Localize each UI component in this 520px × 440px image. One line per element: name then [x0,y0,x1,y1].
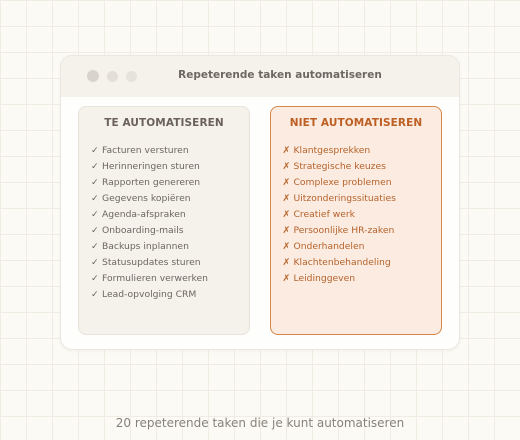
checkmark-icon: ✓ [91,209,99,220]
not-automate-panel-title: NIET AUTOMATISEREN [289,116,423,129]
list-item-label: Klachtenbehandeling [293,256,391,268]
list-item [91,143,208,159]
not-automate-list [283,143,396,287]
cross-icon: ✗ [282,208,291,220]
cross-icon: ✗ [282,144,291,156]
list-item [283,223,396,239]
checkmark-icon: ✓ [91,177,99,188]
checkmark-icon: ✓ [91,193,99,204]
list-item [91,175,208,191]
list-item [91,239,208,255]
automate-panel [78,106,250,335]
cross-icon: ✗ [282,192,291,204]
cross-icon: ✗ [282,176,291,188]
checkmark-icon: ✓ [91,241,99,252]
checkmark-icon: ✓ [91,257,99,268]
list-item-label: Facturen versturen [102,145,189,156]
list-item [283,239,396,255]
list-item-label: Leidinggeven [293,272,356,284]
list-item-label: Uitzonderingssituaties [293,192,396,204]
cross-icon: ✗ [282,224,291,236]
list-item-label: Klantgesprekken [293,144,371,156]
cross-icon: ✗ [282,240,291,252]
window-titlebar [61,56,459,97]
list-item [91,191,208,207]
app-window [60,55,460,350]
list-item-label: Agenda-afspraken [102,209,186,220]
list-item [283,175,396,191]
cross-icon: ✗ [282,272,291,284]
list-item-label: Statusupdates sturen [102,257,201,268]
list-item-label: Lead-opvolging CRM [102,289,197,300]
list-item-label: Herinneringen sturen [102,161,200,172]
checkmark-icon: ✓ [91,161,99,172]
list-item [283,255,396,271]
checkmark-icon: ✓ [91,273,99,284]
caption: 20 repeterende taken die je kunt automatiseren [115,416,405,430]
list-item-label: Backups inplannen [102,241,189,252]
checkmark-icon: ✓ [91,225,99,236]
automate-list [91,143,208,303]
list-item [91,255,208,271]
list-item-label: Complexe problemen [293,176,392,188]
list-item [283,159,396,175]
list-item-label: Onderhandelen [293,240,365,252]
cross-icon: ✗ [282,256,291,268]
list-item-label: Persoonlijke HR-zaken [293,224,395,236]
list-item-label: Gegevens kopiëren [102,193,191,204]
list-item-label: Formulieren verwerken [102,273,208,284]
list-item [283,143,396,159]
window-close-button[interactable] [87,70,99,82]
list-item [91,271,208,287]
not-automate-panel [270,106,442,335]
cross-icon: ✗ [282,160,291,172]
list-item-label: Creatief werk [293,208,355,220]
list-item-label: Onboarding-mails [102,225,184,236]
list-item-label: Strategische keuzes [293,160,386,172]
window-title: Repeterende taken automatiseren [178,69,382,81]
list-item [91,223,208,239]
list-item [91,287,208,303]
list-item [91,159,208,175]
list-item [283,271,396,287]
list-item [283,207,396,223]
automate-panel-title: TE AUTOMATISEREN [104,117,224,129]
checkmark-icon: ✓ [91,289,99,300]
list-item-label: Rapporten genereren [102,177,201,188]
list-item [283,191,396,207]
list-item [91,207,208,223]
checkmark-icon: ✓ [91,145,99,156]
